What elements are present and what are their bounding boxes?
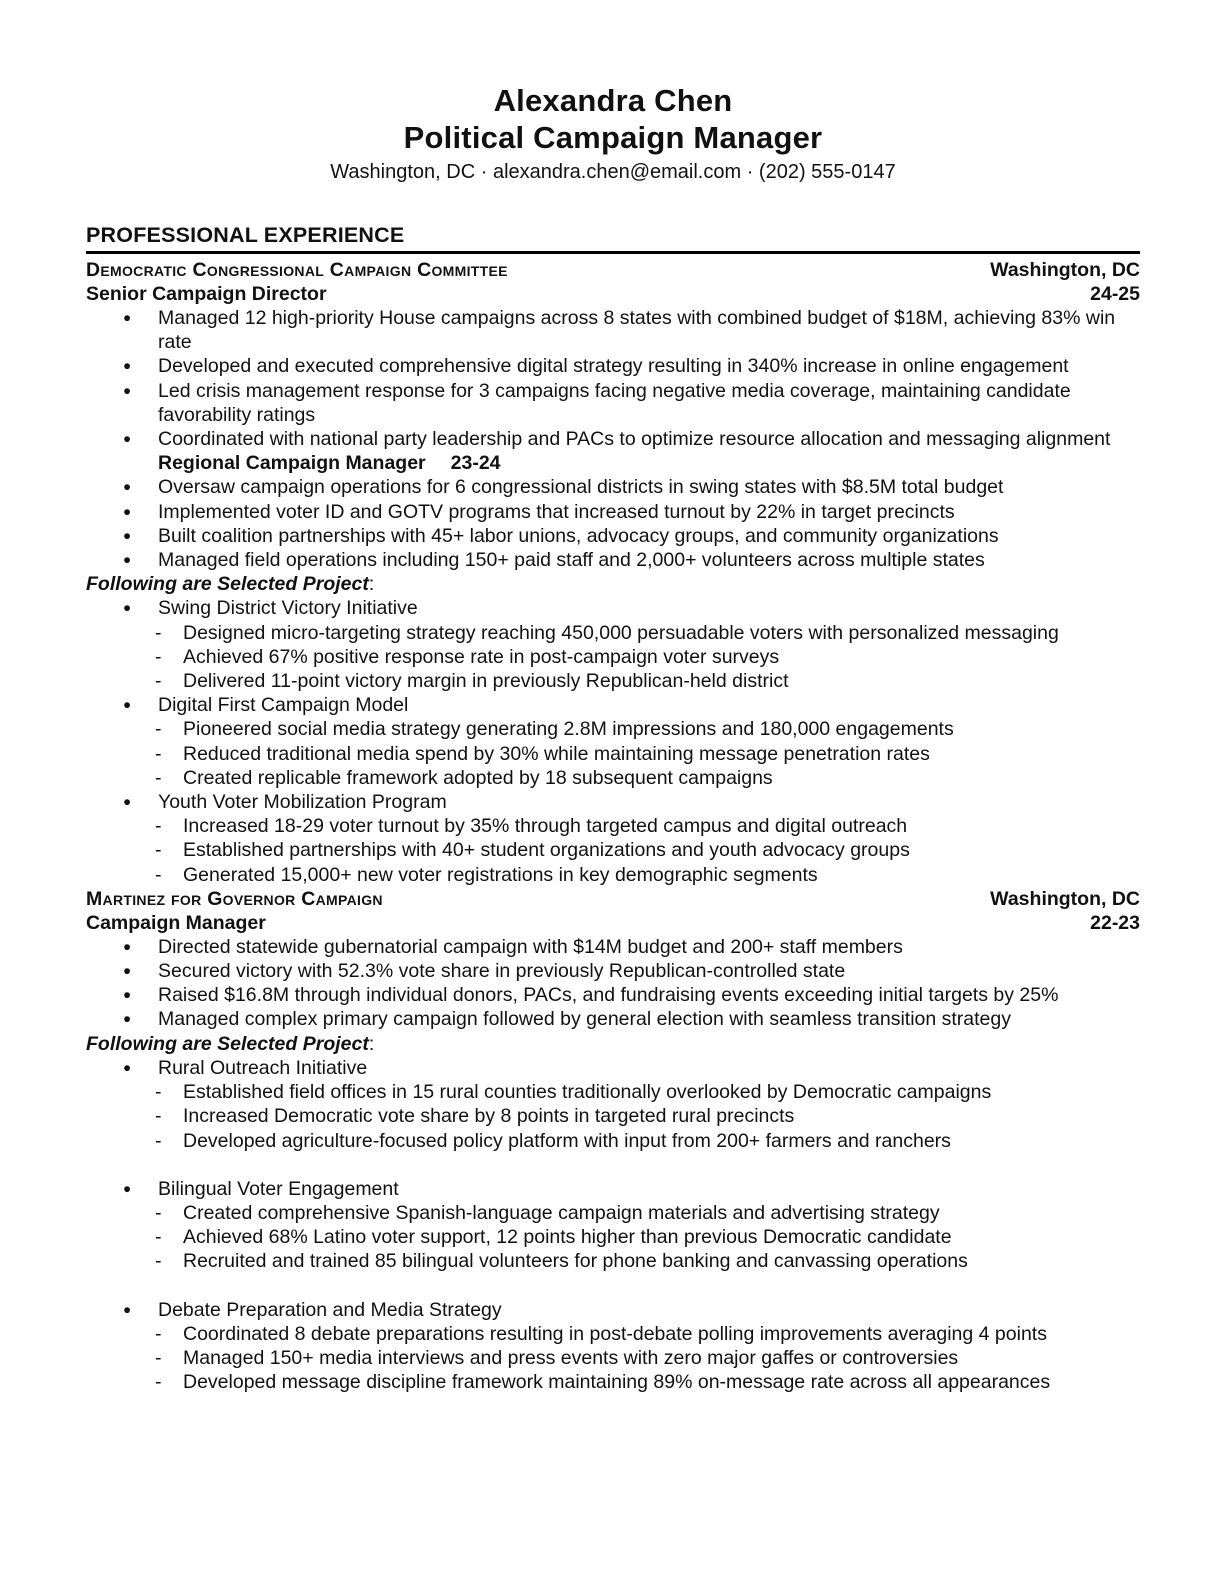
selected-projects-heading [86, 1032, 1140, 1056]
project-sub-bullet: - Developed message discipline framework maintaining 89% on-message rate across all appearances [86, 1370, 1140, 1394]
experience-bullet: ● Managed complex primary campaign followed by general election with seamless transition strategy [86, 1007, 1140, 1031]
experience-bullet-text: Coordinated with national party leadership and PACs to optimize resource allocation and messaging alignment [158, 428, 1111, 451]
project-sub-bullet: - Designed micro-targeting strategy reaching 450,000 persuadable voters with personalized messaging [86, 621, 1140, 645]
selected-projects-label: Following are Selected Project [86, 1032, 369, 1055]
selected-projects-colon: : [368, 1032, 375, 1055]
project-sub-bullet: - Reduced traditional media spend by 30% while maintaining message penetration rates [86, 742, 1140, 766]
section-divider [86, 251, 1140, 254]
project-sub-bullet: - Created replicable framework adopted by 18 subsequent campaigns [86, 766, 1140, 790]
project-sub-bullet: - Increased Democratic vote share by 8 points in targeted rural precincts [86, 1104, 1140, 1128]
company-name: Democratic Congressional Campaign Committee [86, 259, 508, 281]
project-name: ● Rural Outreach Initiative [86, 1056, 1140, 1080]
role-dates: 24-25 [1090, 283, 1140, 305]
experience-bullet: ● Raised $16.8M through individual donors, PACs, and fundraising events exceeding initial targets by 25% [86, 983, 1140, 1007]
project-sub-bullet: - Recruited and trained 85 bilingual volunteers for phone banking and canvassing operations [86, 1249, 1140, 1273]
experience-bullet: ● Managed 12 high-priority House campaigns across 8 states with combined budget of $18M, achieving 83% win rate [86, 306, 1140, 354]
project-name: ● Bilingual Voter Engagement [86, 1177, 1140, 1201]
project-sub-bullet: - Generated 15,000+ new voter registrations in key demographic segments [86, 863, 1140, 887]
project-sub-bullet: - Delivered 11-point victory margin in previously Republican-held district [86, 669, 1140, 693]
inline-promotion-dates: 23-24 [450, 452, 501, 475]
project-sub-bullet: - Increased 18-29 voter turnout by 35% through targeted campus and digital outreach [86, 814, 1140, 838]
project-sub-bullet: - Managed 150+ media interviews and press events with zero major gaffes or controversies [86, 1346, 1140, 1370]
project-sub-bullet: - Coordinated 8 debate preparations resulting in post-debate polling improvements averaging 4 points [86, 1322, 1140, 1346]
company-location: Washington, DC [990, 259, 1140, 281]
job-role-row [86, 282, 1140, 306]
role-dates: 22-23 [1090, 911, 1140, 934]
project-sub-bullet: - Created comprehensive Spanish-language campaign materials and advertising strategy [86, 1201, 1140, 1225]
selected-projects-label: Following are Selected Project [86, 573, 369, 596]
experience-bullet: ● Implemented voter ID and GOTV programs that increased turnout by 22% in target precincts [86, 500, 1140, 524]
experience-bullet: ● Developed and executed comprehensive digital strategy resulting in 340% increase in online engagement [86, 354, 1140, 378]
role-title: Campaign Manager [86, 911, 266, 934]
project-name: ● Digital First Campaign Model [86, 693, 1140, 717]
section-heading-professional-experience: PROFESSIONAL EXPERIENCE [86, 223, 405, 247]
selected-projects-colon: : [368, 573, 375, 596]
inline-promotion-title: Regional Campaign Manager [158, 452, 426, 475]
experience-bullet: ● Managed field operations including 150+ paid staff and 2,000+ volunteers across multiple states [86, 548, 1140, 572]
contact-line: Washington, DC · alexandra.chen@email.com · (202) 555-0147 [330, 161, 896, 183]
resume-header [86, 82, 1140, 185]
role-title: Senior Campaign Director [86, 283, 327, 305]
project-sub-bullet: - Established field offices in 15 rural counties traditionally overlooked by Democratic campaigns [86, 1080, 1140, 1104]
experience-bullet-list [86, 306, 1140, 572]
project-list [86, 596, 1140, 886]
job-role-row [86, 911, 1140, 935]
project-sub-bullet: - Developed agriculture-focused policy platform with input from 200+ farmers and ranchers [86, 1129, 1140, 1153]
project-name: ● Youth Voter Mobilization Program [86, 790, 1140, 814]
job-company-row [86, 887, 1140, 911]
project-name: ● Swing District Victory Initiative [86, 596, 1140, 620]
experience-bullet: ● Oversaw campaign operations for 6 congressional districts in swing states with $8.5M total budget [86, 475, 1140, 499]
project-sub-bullet: - Achieved 67% positive response rate in post-campaign voter surveys [86, 645, 1140, 669]
experience-bullet-list [86, 935, 1140, 1032]
company-location: Washington, DC [990, 887, 1140, 910]
experience-bullet: ● Led crisis management response for 3 campaigns facing negative media coverage, maintaining candidate favorability ratings [86, 379, 1140, 427]
experience-bullet: ● Built coalition partnerships with 45+ labor unions, advocacy groups, and community organizations [86, 524, 1140, 548]
project-sub-bullet: - Pioneered social media strategy generating 2.8M impressions and 180,000 engagements [86, 717, 1140, 741]
experience-bullet [86, 427, 1140, 475]
experience-bullet: ● Secured victory with 52.3% vote share in previously Republican-controlled state [86, 959, 1140, 983]
project-list [86, 1056, 1140, 1394]
experience-bullet: ● Directed statewide gubernatorial campaign with $14M budget and 200+ staff members [86, 935, 1140, 959]
person-title: Political Campaign Manager [403, 120, 823, 155]
project-name: ● Debate Preparation and Media Strategy [86, 1298, 1140, 1322]
project-sub-bullet: - Achieved 68% Latino voter support, 12 points higher than previous Democratic candidate [86, 1225, 1140, 1249]
selected-projects-heading [86, 572, 1140, 596]
person-name: Alexandra Chen [493, 83, 733, 118]
project-sub-bullet: - Established partnerships with 40+ student organizations and youth advocacy groups [86, 838, 1140, 862]
company-name: Martinez for Governor Campaign [86, 887, 383, 910]
job-company-row [86, 258, 1140, 282]
